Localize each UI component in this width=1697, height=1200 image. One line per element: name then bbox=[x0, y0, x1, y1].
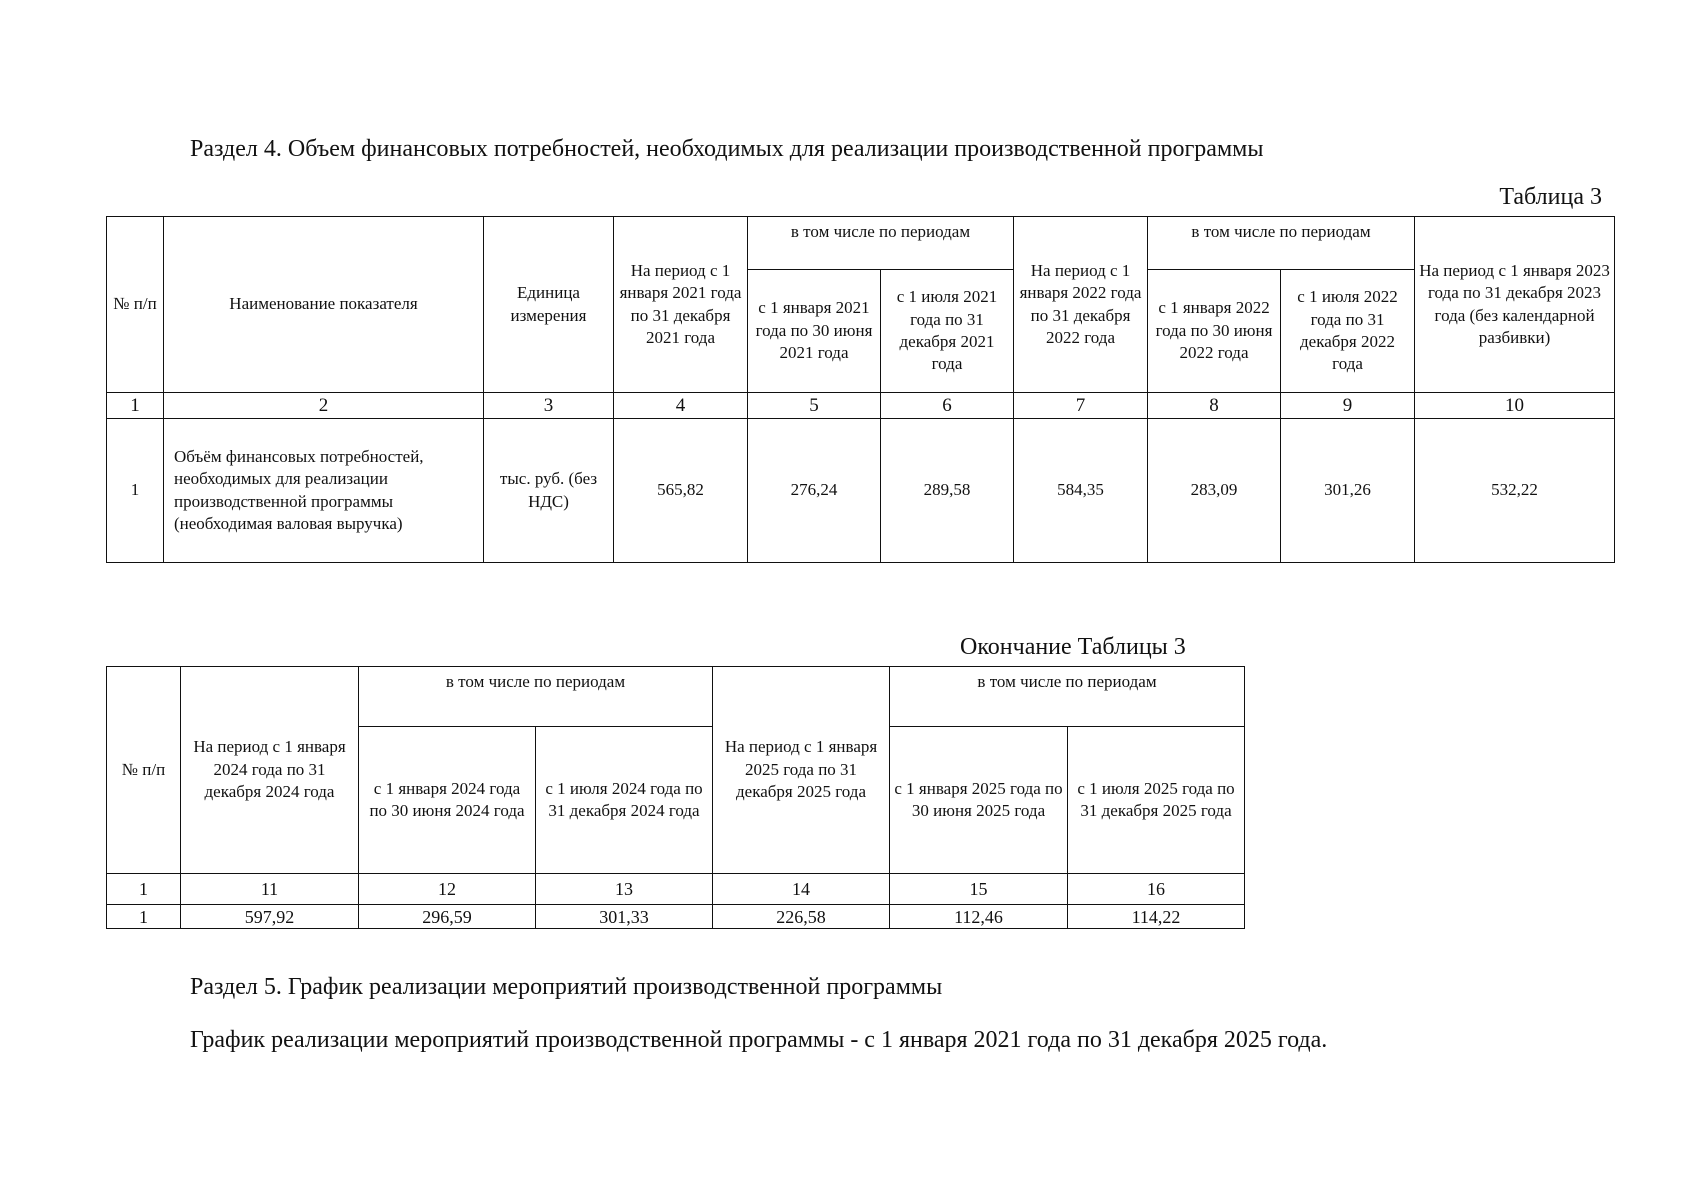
header-period-2025: На период с 1 января 2025 года по 31 декабря 2025 года bbox=[713, 667, 890, 874]
table-row bbox=[107, 905, 1245, 929]
col-number: 1 bbox=[107, 874, 181, 905]
row-unit: тыс. руб. (без НДС) bbox=[484, 419, 614, 563]
col-number: 16 bbox=[1068, 874, 1245, 905]
header-no: № п/п bbox=[107, 667, 181, 874]
row-no: 1 bbox=[107, 419, 164, 563]
table-3-header-row-1 bbox=[107, 217, 1615, 270]
header-period-2024: На период с 1 января 2024 года по 31 декабря 2024 года bbox=[181, 667, 359, 874]
section-5-text: График реализации мероприятий производственной программы - с 1 января 2021 года по 31 декабря 2025 года. bbox=[190, 1027, 1328, 1053]
col-number: 10 bbox=[1415, 393, 1615, 419]
header-2025-h1: с 1 января 2025 года по 30 июня 2025 года bbox=[890, 727, 1068, 874]
row-value-2022: 584,35 bbox=[1014, 419, 1148, 563]
col-number: 11 bbox=[181, 874, 359, 905]
table-3-caption: Таблица 3 bbox=[1499, 184, 1602, 210]
row-value-2022-h1: 283,09 bbox=[1148, 419, 1281, 563]
header-name: Наименование показателя bbox=[164, 217, 484, 393]
col-number: 2 bbox=[164, 393, 484, 419]
table-3-col-numbers bbox=[107, 393, 1615, 419]
col-number: 8 bbox=[1148, 393, 1281, 419]
col-number: 9 bbox=[1281, 393, 1415, 419]
header-2021-h2: с 1 июля 2021 года по 31 декабря 2021 года bbox=[881, 270, 1014, 393]
col-number: 14 bbox=[713, 874, 890, 905]
table-row bbox=[107, 419, 1615, 563]
table-3 bbox=[106, 216, 1615, 563]
col-number: 12 bbox=[359, 874, 536, 905]
col-number: 7 bbox=[1014, 393, 1148, 419]
col-number: 15 bbox=[890, 874, 1068, 905]
row-value-2024-h2: 301,33 bbox=[536, 905, 713, 929]
row-value-2025-h2: 114,22 bbox=[1068, 905, 1245, 929]
header-2025-h2: с 1 июля 2025 года по 31 декабря 2025 года bbox=[1068, 727, 1245, 874]
table-3-end-col-numbers bbox=[107, 874, 1245, 905]
row-no: 1 bbox=[107, 905, 181, 929]
row-value-2024: 597,92 bbox=[181, 905, 359, 929]
header-period-2021: На период с 1 января 2021 года по 31 декабря 2021 года bbox=[614, 217, 748, 393]
table-3-end-caption: Окончание Таблицы 3 bbox=[960, 634, 1186, 660]
row-name: Объём финансовых потребностей, необходимых для реализации производственной программы (необходимая валовая выручка) bbox=[164, 419, 484, 563]
header-2024-h1: с 1 января 2024 года по 30 июня 2024 года bbox=[359, 727, 536, 874]
header-period-2022: На период с 1 января 2022 года по 31 декабря 2022 года bbox=[1014, 217, 1148, 393]
row-value-2021-h1: 276,24 bbox=[748, 419, 881, 563]
header-unit: Единица измерения bbox=[484, 217, 614, 393]
row-value-2022-h2: 301,26 bbox=[1281, 419, 1415, 563]
col-number: 1 bbox=[107, 393, 164, 419]
row-value-2025: 226,58 bbox=[713, 905, 890, 929]
col-number: 13 bbox=[536, 874, 713, 905]
row-value-2023: 532,22 bbox=[1415, 419, 1615, 563]
header-2022-h2: с 1 июля 2022 года по 31 декабря 2022 года bbox=[1281, 270, 1415, 393]
row-value-2024-h1: 296,59 bbox=[359, 905, 536, 929]
col-number: 4 bbox=[614, 393, 748, 419]
section-5-title: Раздел 5. График реализации мероприятий производственной программы bbox=[190, 974, 943, 1000]
header-group-2025: в том числе по периодам bbox=[890, 667, 1245, 727]
table-3-end-header-row-1 bbox=[107, 667, 1245, 727]
row-value-2025-h1: 112,46 bbox=[890, 905, 1068, 929]
table-3-end bbox=[106, 666, 1245, 929]
header-no: № п/п bbox=[107, 217, 164, 393]
col-number: 6 bbox=[881, 393, 1014, 419]
col-number: 5 bbox=[748, 393, 881, 419]
row-value-2021-h2: 289,58 bbox=[881, 419, 1014, 563]
row-value-2021: 565,82 bbox=[614, 419, 748, 563]
header-group-2024: в том числе по периодам bbox=[359, 667, 713, 727]
header-group-2021: в том числе по периодам bbox=[748, 217, 1014, 270]
header-2021-h1: с 1 января 2021 года по 30 июня 2021 года bbox=[748, 270, 881, 393]
section-4-title: Раздел 4. Объем финансовых потребностей, необходимых для реализации производственной программы bbox=[190, 136, 1264, 162]
header-2024-h2: с 1 июля 2024 года по 31 декабря 2024 года bbox=[536, 727, 713, 874]
col-number: 3 bbox=[484, 393, 614, 419]
header-group-2022: в том числе по периодам bbox=[1148, 217, 1415, 270]
header-2022-h1: с 1 января 2022 года по 30 июня 2022 года bbox=[1148, 270, 1281, 393]
header-period-2023: На период с 1 января 2023 года по 31 декабря 2023 года (без календарной разбивки) bbox=[1415, 217, 1615, 393]
